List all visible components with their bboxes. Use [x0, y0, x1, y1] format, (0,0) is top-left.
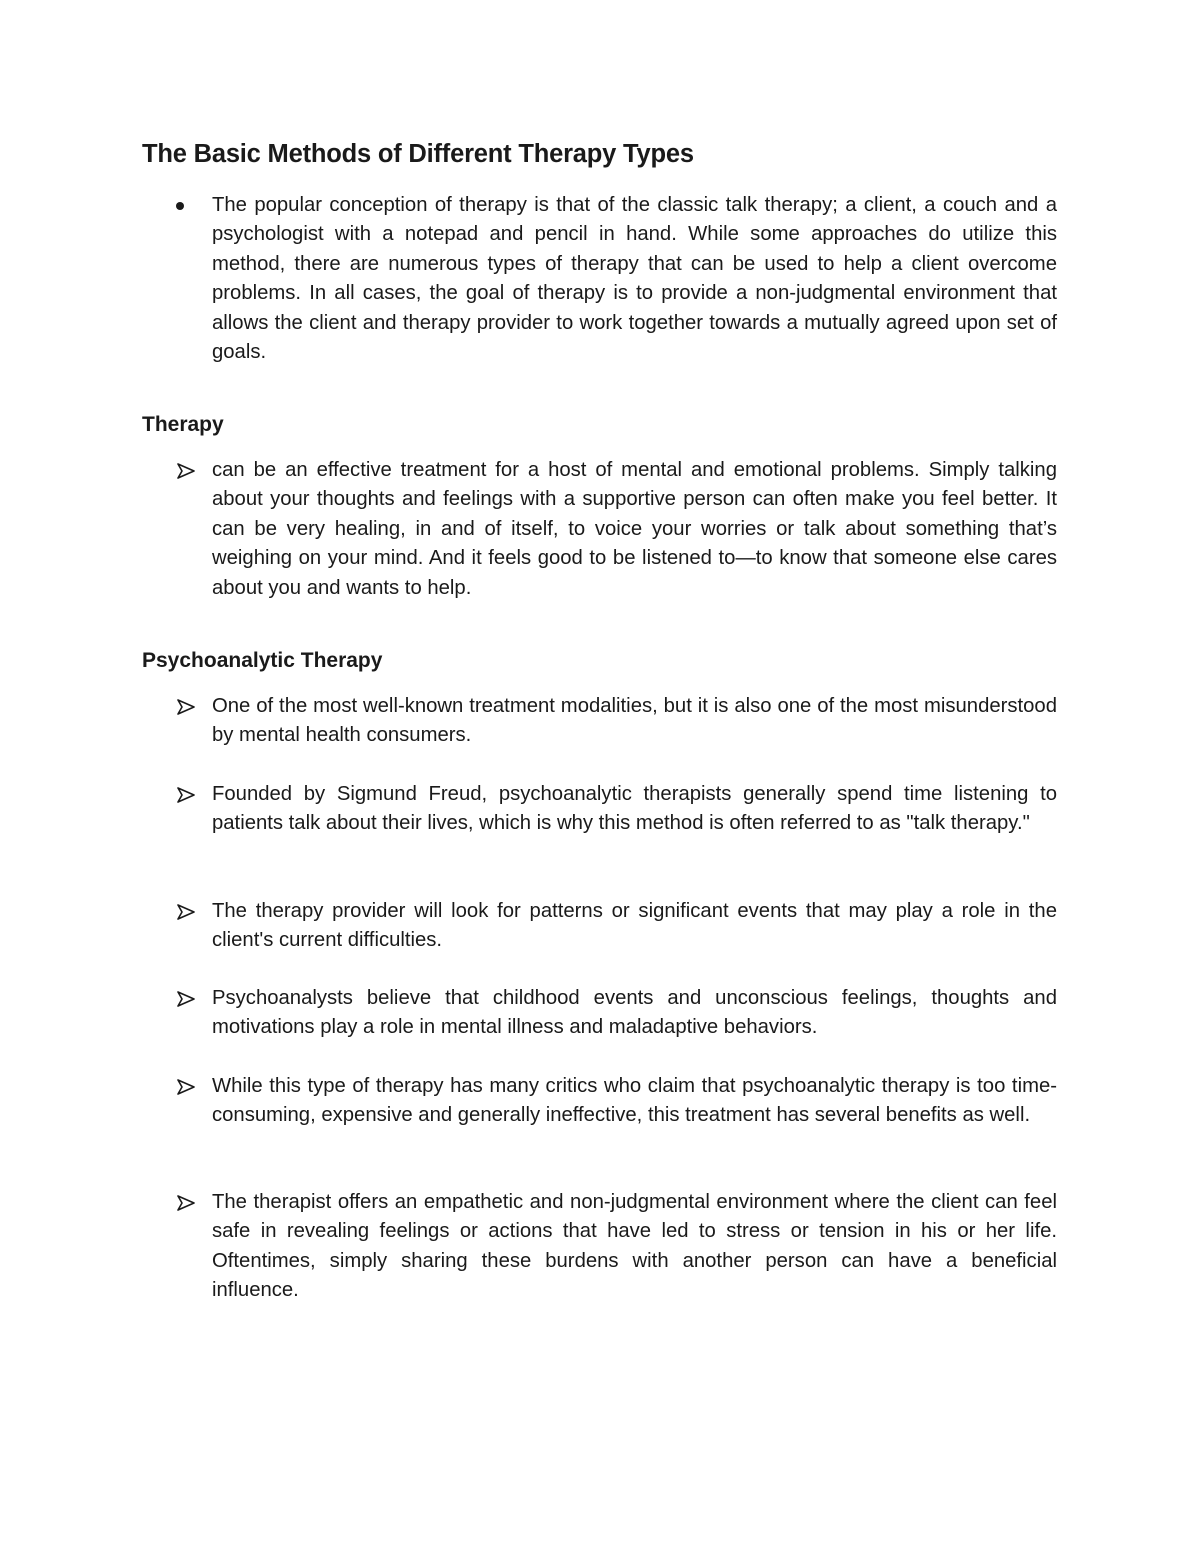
- section-heading-therapy: Therapy: [142, 413, 224, 436]
- psychoanalytic-item-text: While this type of therapy has many critics who claim that psychoanalytic therapy is too time-consuming, expensive and generally ineffective, this treatment has several benefits as well.: [212, 1075, 1057, 1127]
- section-heading-psychoanalytic-therapy: Psychoanalytic Therapy: [142, 649, 383, 672]
- psychoanalytic-list-item: [176, 984, 1057, 1043]
- psychoanalytic-list-item: [176, 897, 1057, 956]
- psychoanalytic-item-text: Founded by Sigmund Freud, psychoanalytic therapists generally spend time listening to patients talk about their lives, which is why this method is often referred to as "talk therapy.": [212, 783, 1057, 835]
- psychoanalytic-item-text: The therapist offers an empathetic and non-judgmental environment where the client can feel safe in revealing feelings or actions that have led to stress or tension in his or her life. Oftentimes, simply sharing these burdens with another person can have a beneficial influence.: [212, 1191, 1057, 1302]
- document-title: The Basic Methods of Different Therapy Types: [142, 140, 694, 168]
- psychoanalytic-list-item: [176, 1072, 1057, 1131]
- intro-bullet-text: The popular conception of therapy is that of the classic talk therapy; a client, a couch and a psychologist with a notepad and pencil in hand. While some approaches do utilize this method, there are numerous types of therapy that can be used to help a client overcome problems. In all cases, the goal of therapy is to provide a non-judgmental environment that allows the client and therapy provider to work together towards a mutually agreed upon set of goals.: [212, 194, 1057, 364]
- psychoanalytic-list-item: [176, 780, 1057, 839]
- psychoanalytic-list-item: [176, 692, 1057, 751]
- therapy-item-text: can be an effective treatment for a host of mental and emotional problems. Simply talking about your thoughts and feelings with a supportive person can often make you feel better. It can be very healing, in and of itself, to voice your worries or talk about something that’s weighing on your mind. And it feels good to be listened to—to know that someone else cares about you and wants to help.: [212, 459, 1057, 599]
- therapy-list-item: [176, 456, 1057, 603]
- psychoanalytic-item-text: One of the most well-known treatment modalities, but it is also one of the most misunderstood by mental health consumers.: [212, 695, 1057, 747]
- psychoanalytic-list-item: [176, 1188, 1057, 1306]
- intro-bullet-item: [176, 191, 1057, 367]
- psychoanalytic-item-text: The therapy provider will look for patterns or significant events that may play a role in the client's current difficulties.: [212, 900, 1057, 952]
- psychoanalytic-item-text: Psychoanalysts believe that childhood events and unconscious feelings, thoughts and motivations play a role in mental illness and maladaptive behaviors.: [212, 987, 1057, 1039]
